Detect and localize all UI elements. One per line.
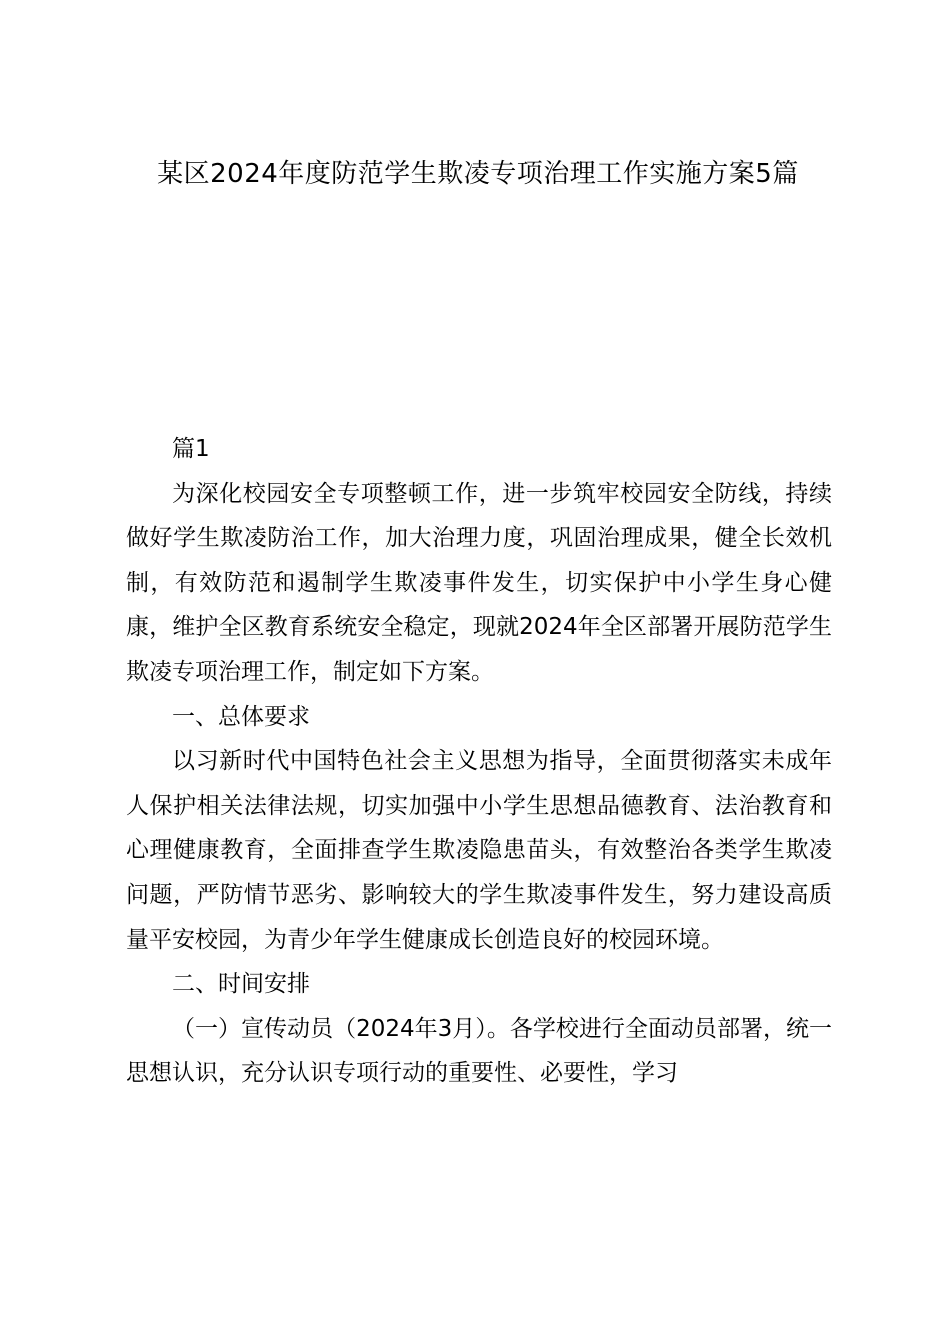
heading-general-requirements: 一、总体要求: [172, 703, 310, 730]
document-body: [126, 427, 832, 1096]
section-label-part-1: 篇1: [172, 436, 210, 462]
schedule-item-publicity: （一）宣传动员（2024年3月）。各学校进行全面动员部署，统一思想认识，充分认识专项行动的重要性、必要性，学习: [126, 1015, 832, 1087]
heading-schedule: 二、时间安排: [172, 971, 310, 998]
intro-paragraph: 为深化校园安全专项整顿工作，进一步筑牢校园安全防线，持续做好学生欺凌防治工作，加大治理力度，巩固治理成果，健全长效机制，有效防范和遏制学生欺凌事件发生，切实保护中小学生身心健康，维护全区教育系统安全稳定，现就2024年全区部署开展防范学生欺凌专项治理工作，制定如下方案。: [126, 480, 832, 685]
document-title: 某区2024年度防范学生欺凌专项治理工作实施方案5篇: [157, 159, 799, 189]
general-requirements-paragraph: 以习新时代中国特色社会主义思想为指导，全面贯彻落实未成年人保护相关法律法规，切实加强中小学生思想品德教育、法治教育和心理健康教育，全面排查学生欺凌隐患苗头，有效整治各类学生欺凌问题，严防情节恶劣、影响较大的学生欺凌事件发生，努力建设高质量平安校园，为青少年学生健康成长创造良好的校园环境。: [126, 748, 832, 953]
